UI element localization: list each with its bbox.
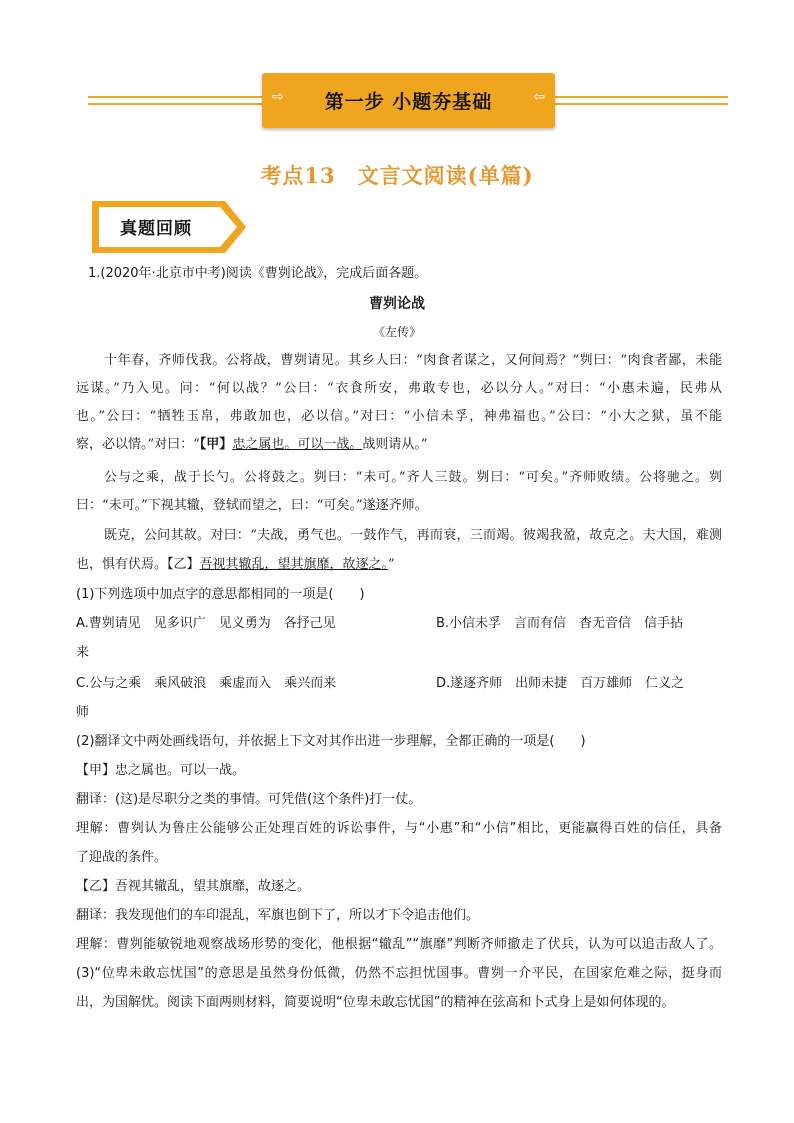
yi-translation: 翻译：我发现他们的车印混乱，军旗也倒下了，所以才下令追击他们。	[76, 908, 480, 923]
passage-line: 既克，公问其故。对曰：“夫战，勇气也。一鼓作气，再而衰，三而竭。彼竭我盈，故克之。夫大国，难测	[104, 528, 722, 543]
passage-source: 《左传》	[372, 325, 421, 339]
passage-text: 战则请从。”	[362, 437, 428, 452]
passage-line: 公与之乘，战于长勺。公将鼓之。刿曰：“未可。”齐人三鼓。刿曰：“可矣。”齐师败绩。公将驰之。刿	[104, 470, 722, 485]
q1-option-c: C.公与之乘 乘风破浪 乘虚而入 乘兴而来	[76, 676, 337, 691]
q1-option-b: B.小信未孚 言而有信 杳无音信 信手拈	[436, 616, 684, 631]
question-intro: 1.(2020年·北京市中考)阅读《曹刿论战》，完成后面各题。	[88, 266, 428, 281]
q1-stem: (1)下列选项中加点字的意思都相同的一项是( )	[76, 587, 365, 602]
yi-quote: 【乙】吾视其辙乱，望其旗靡，故逐之。	[76, 879, 311, 894]
jia-underlined-sentence: 忠之属也。可以一战。	[232, 437, 363, 452]
q1-option-a: A.曹刿请见 见多识广 见义勇为 各抒己见	[76, 616, 336, 631]
step-title: 第一步 小题夯基础	[324, 91, 493, 113]
passage-text: ”	[388, 557, 395, 572]
right-arrow-icon: ⇨	[272, 89, 284, 105]
jia-understanding: 理解：曹刿认为鲁庄公能够公正处理百姓的诉讼事件，与“小惠”和“小信”相比，更能赢得百姓的信任，具备	[76, 821, 722, 836]
left-arrow-icon: ⇦	[533, 89, 545, 105]
passage-text: 察，必以情。”对曰：“	[76, 437, 200, 452]
q2-stem: (2)翻译文中两处画线语句，并依据上下文对其作出进一步理解，全都正确的一项是( )	[76, 734, 586, 749]
passage-line: 也。”公曰：“牺牲玉帛，弗敢加也，必以信。”对曰：“小信未孚，神弗福也。”公曰：“小大之狱，虽不能	[76, 409, 722, 424]
passage-line: 十年春，齐师伐我。公将战，曹刿请见。其乡人曰：“肉食者谋之，又何间焉？”刿曰：“肉食者鄙，未能	[104, 353, 722, 368]
yi-underlined-sentence: 吾视其辙乱，望其旗靡，故逐之。	[199, 557, 389, 572]
jia-translation: 翻译：(这)是尽职分之类的事情。可凭借(这个条件)打一仗。	[76, 792, 422, 807]
q1-option-b-cont: 来	[76, 645, 90, 660]
q3-text-cont: 出，为国解忧。阅读下面两则材料，简要说明“位卑未敢忘忧国”的精神在弦高和卜式身上是如何体现的。	[76, 995, 675, 1010]
yi-understanding: 理解：曹刿能敏锐地观察战场形势的变化，他根据“辙乱”“旗靡”判断齐师撤走了伏兵，认为可以追击敌人了。	[76, 937, 722, 952]
passage-line	[76, 437, 427, 453]
section-label: 真题回顾	[120, 219, 192, 239]
step-banner	[262, 73, 555, 128]
q3-text: (3)“位卑未敢忘忧国”的意思是虽然身份低微，仍然不忘担忧国事。曹刿一介平民，在国家危难之际，挺身而	[76, 966, 722, 981]
jia-quote: 【甲】忠之属也。可以一战。	[76, 763, 246, 778]
section-ribbon	[92, 201, 246, 253]
jia-understanding-cont: 了迎战的条件。	[76, 850, 168, 865]
passage-title: 曹刿论战	[369, 296, 425, 312]
kaodian-title: 考点13 文言文阅读(单篇)	[260, 163, 534, 188]
passage-line	[76, 557, 395, 573]
jia-mark: 【甲】	[199, 437, 233, 452]
passage-line: 远谋。”乃入见。问：“何以战？”公曰：“衣食所安，弗敢专也，必以分人。”对曰：“小惠未遍，民弗从	[76, 381, 722, 396]
q1-option-d-cont: 师	[76, 705, 90, 720]
passage-line: 曰：“未可。”下视其辙，登轼而望之，曰：“可矣。”遂逐齐师。	[76, 498, 428, 513]
passage-text: 也，惧有伏焉。【乙】	[76, 557, 200, 572]
q1-option-d: D.遂逐齐师 出师未捷 百万雄师 仁义之	[436, 676, 685, 691]
